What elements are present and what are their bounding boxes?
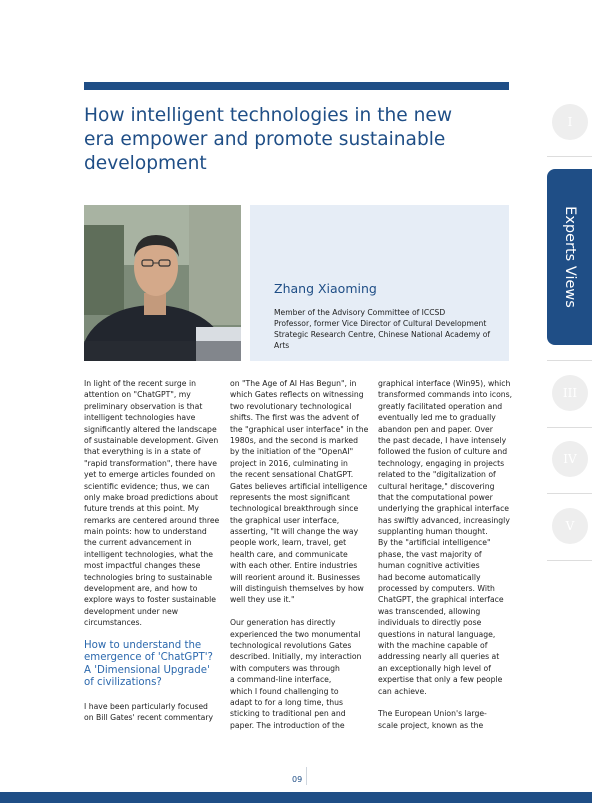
column-1-paragraph xyxy=(84,378,224,629)
text-line: that everything is in a state of xyxy=(84,447,201,457)
paragraph-gap xyxy=(378,697,518,708)
column-3-paragraph-2 xyxy=(378,708,518,731)
subheading-line: emergence of 'ChatGPT'? xyxy=(84,652,213,664)
section-tab-4[interactable]: IV xyxy=(552,441,588,477)
text-line: explore ways to foster sustainable xyxy=(84,595,217,605)
text-line: shifts. The first was the advent of xyxy=(230,413,359,423)
text-line: development under new xyxy=(84,606,179,616)
text-line: technologies bring to sustainable xyxy=(84,572,213,582)
text-line: future trends at this point. My xyxy=(84,504,199,514)
text-line: can achieve. xyxy=(378,686,427,696)
text-line: By the "artificial intelligence" xyxy=(378,538,491,548)
text-line: attention on "ChatGPT", my xyxy=(84,390,191,400)
text-line: paper. The introduction of the xyxy=(230,720,345,730)
paragraph-gap xyxy=(84,690,224,701)
title-rule xyxy=(84,82,509,90)
text-line: preliminary observation is that xyxy=(84,401,203,411)
text-line: technological breakthrough since xyxy=(230,504,359,514)
section-tab-3[interactable]: III xyxy=(552,375,588,411)
text-line: which I found challenging to xyxy=(230,686,339,696)
page-number-rule xyxy=(306,767,307,785)
text-line: cultural heritage," discovering xyxy=(378,481,495,491)
section-subheading xyxy=(84,640,224,690)
section-tab-1[interactable]: I xyxy=(552,104,588,140)
subheading-line: How to understand the xyxy=(84,639,202,651)
text-line: which Gates reflects on witnessing xyxy=(230,390,364,400)
text-line: with computers was through xyxy=(230,663,340,673)
article-title xyxy=(84,104,509,176)
text-line: Gates believes artificial intelligence xyxy=(230,481,368,491)
text-line: individuals to directly pose xyxy=(378,618,482,628)
text-line: the current advancement in xyxy=(84,538,192,548)
text-line: has swiftly advanced, increasingly xyxy=(378,515,510,525)
subheading-line: of civilizations? xyxy=(84,677,162,689)
text-line: the recent sensational ChatGPT. xyxy=(230,470,354,480)
text-line: described. Initially, my interaction xyxy=(230,652,362,662)
author-desc-line: Member of the Advisory Committee of ICCSD xyxy=(274,308,446,317)
text-line: Our generation has directly xyxy=(230,618,336,628)
text-line: The European Union's large- xyxy=(378,709,487,719)
author-desc-line: Arts xyxy=(274,341,290,350)
author-photo-illustration xyxy=(84,205,241,361)
text-line: related to the "digitalization of xyxy=(378,470,496,480)
text-column-1 xyxy=(84,378,224,724)
text-line: health care, and communicate xyxy=(230,549,348,559)
text-line: circumstances. xyxy=(84,618,142,628)
paragraph-gap xyxy=(84,629,224,640)
text-line: an exceptionally high level of xyxy=(378,663,491,673)
title-line-2: era empower and promote sustainable xyxy=(84,129,446,150)
text-line: sticking to traditional pen and xyxy=(230,709,346,719)
text-line: I have been particularly focused xyxy=(84,702,208,711)
text-line: will distinguish themselves by how xyxy=(230,584,364,594)
text-line: represents the most significant xyxy=(230,492,350,502)
text-line: expertise that only a few people xyxy=(378,675,503,685)
text-line: adapt to for a long time, thus xyxy=(230,697,344,707)
author-name: Zhang Xiaoming xyxy=(274,281,377,296)
text-line: intelligent technologies have xyxy=(84,413,196,423)
author-photo xyxy=(84,205,241,361)
text-line: underlying the graphical interface xyxy=(378,504,510,514)
text-line: the "graphical user interface" in the xyxy=(230,424,369,434)
text-line: was transcended, allowing xyxy=(378,606,481,616)
text-line: scientific evidence; thus, we can xyxy=(84,481,210,491)
column-3-paragraph xyxy=(378,378,518,697)
title-line-1: How intelligent technologies in the new xyxy=(84,105,453,126)
text-line: asserting, "It will change the way xyxy=(230,527,359,537)
subheading-line: A 'Dimensional Upgrade' xyxy=(84,664,210,676)
rail-divider xyxy=(547,360,592,361)
text-column-3 xyxy=(378,378,518,731)
footer-bar xyxy=(0,792,592,803)
text-line: had become automatically xyxy=(378,572,481,582)
text-line: greatly facilitated operation and xyxy=(378,401,503,411)
text-line: technological revolutions Gates xyxy=(230,640,352,650)
text-line: people work, learn, travel, get xyxy=(230,538,347,548)
text-line: experienced the two monumental xyxy=(230,629,361,639)
text-line: with each other. Entire industries xyxy=(230,561,358,571)
text-line: processed by computers. With xyxy=(378,584,495,594)
text-line: addressing nearly all queries at xyxy=(378,652,500,662)
text-line: significantly altered the landscape xyxy=(84,424,217,434)
text-line: supplanting human thought. xyxy=(378,527,488,537)
rail-divider xyxy=(547,427,592,428)
text-line: project in 2016, culminating in xyxy=(230,458,348,468)
rail-divider xyxy=(547,493,592,494)
text-line: "rapid transformation", there have xyxy=(84,458,217,468)
title-line-3: development xyxy=(84,153,207,174)
section-tab-experts-views[interactable] xyxy=(547,169,592,345)
author-profile-panel xyxy=(250,205,509,361)
text-line: graphical interface (Win95), which xyxy=(378,379,511,388)
text-line: intelligent technologies, what the xyxy=(84,549,213,559)
text-line: well they use it." xyxy=(230,595,295,605)
section-tab-5[interactable]: V xyxy=(552,508,588,544)
text-line: human cognitive activities xyxy=(378,561,480,571)
column-2-paragraph-2 xyxy=(230,617,370,731)
text-line: remarks are centered around three xyxy=(84,515,220,525)
text-line: abandon pen and paper. Over xyxy=(378,424,493,434)
text-line: main points: how to understand xyxy=(84,527,207,537)
section-tab-label: Experts Views xyxy=(561,206,578,308)
text-line: In light of the recent surge in xyxy=(84,379,196,388)
section-nav-rail xyxy=(547,88,592,588)
text-line: transformed commands into icons, xyxy=(378,390,513,400)
text-line: on Bill Gates' recent commentary xyxy=(84,713,214,723)
paragraph-gap xyxy=(230,606,370,617)
author-description xyxy=(274,307,506,351)
text-line: the past decade, I have intensely xyxy=(378,435,507,445)
author-desc-line: Professor, former Vice Director of Cultural Development xyxy=(274,319,487,328)
text-line: most impactful changes these xyxy=(84,561,201,571)
text-line: on "The Age of AI Has Begun", in xyxy=(230,379,357,388)
text-line: phase, the vast majority of xyxy=(378,549,482,559)
rail-divider xyxy=(547,156,592,157)
text-line: will reorient around it. Businesses xyxy=(230,572,361,582)
page-number: 09 xyxy=(292,775,303,784)
text-line: development are, and how to xyxy=(84,584,198,594)
text-line: the graphical user interface, xyxy=(230,515,340,525)
text-line: that the computational power xyxy=(378,492,493,502)
text-line: 1980s, and the second is marked xyxy=(230,435,359,445)
column-1-paragraph-2 xyxy=(84,701,224,724)
text-line: two revolutionary technological xyxy=(230,401,352,411)
text-column-2 xyxy=(230,378,370,731)
text-line: by the initiation of the "OpenAI" xyxy=(230,447,354,457)
text-line: only make broad predictions about xyxy=(84,492,219,502)
text-line: questions in natural language, xyxy=(378,629,496,639)
text-line: scale project, known as the xyxy=(378,720,484,730)
text-line: of sustainable development. Given xyxy=(84,435,219,445)
text-line: yet to emerge articles founded on xyxy=(84,470,216,480)
rail-divider xyxy=(547,560,592,561)
text-line: ChatGPT, the graphical interface xyxy=(378,595,504,605)
text-line: a command-line interface, xyxy=(230,675,332,685)
author-desc-line: Strategic Research Centre, Chinese National Academy of xyxy=(274,330,491,339)
text-line: followed the fusion of culture and xyxy=(378,447,508,457)
column-2-paragraph xyxy=(230,378,370,606)
text-line: eventually led me to gradually xyxy=(378,413,496,423)
text-line: with the machine capable of xyxy=(378,640,488,650)
text-line: technology, engaging in projects xyxy=(378,458,505,468)
